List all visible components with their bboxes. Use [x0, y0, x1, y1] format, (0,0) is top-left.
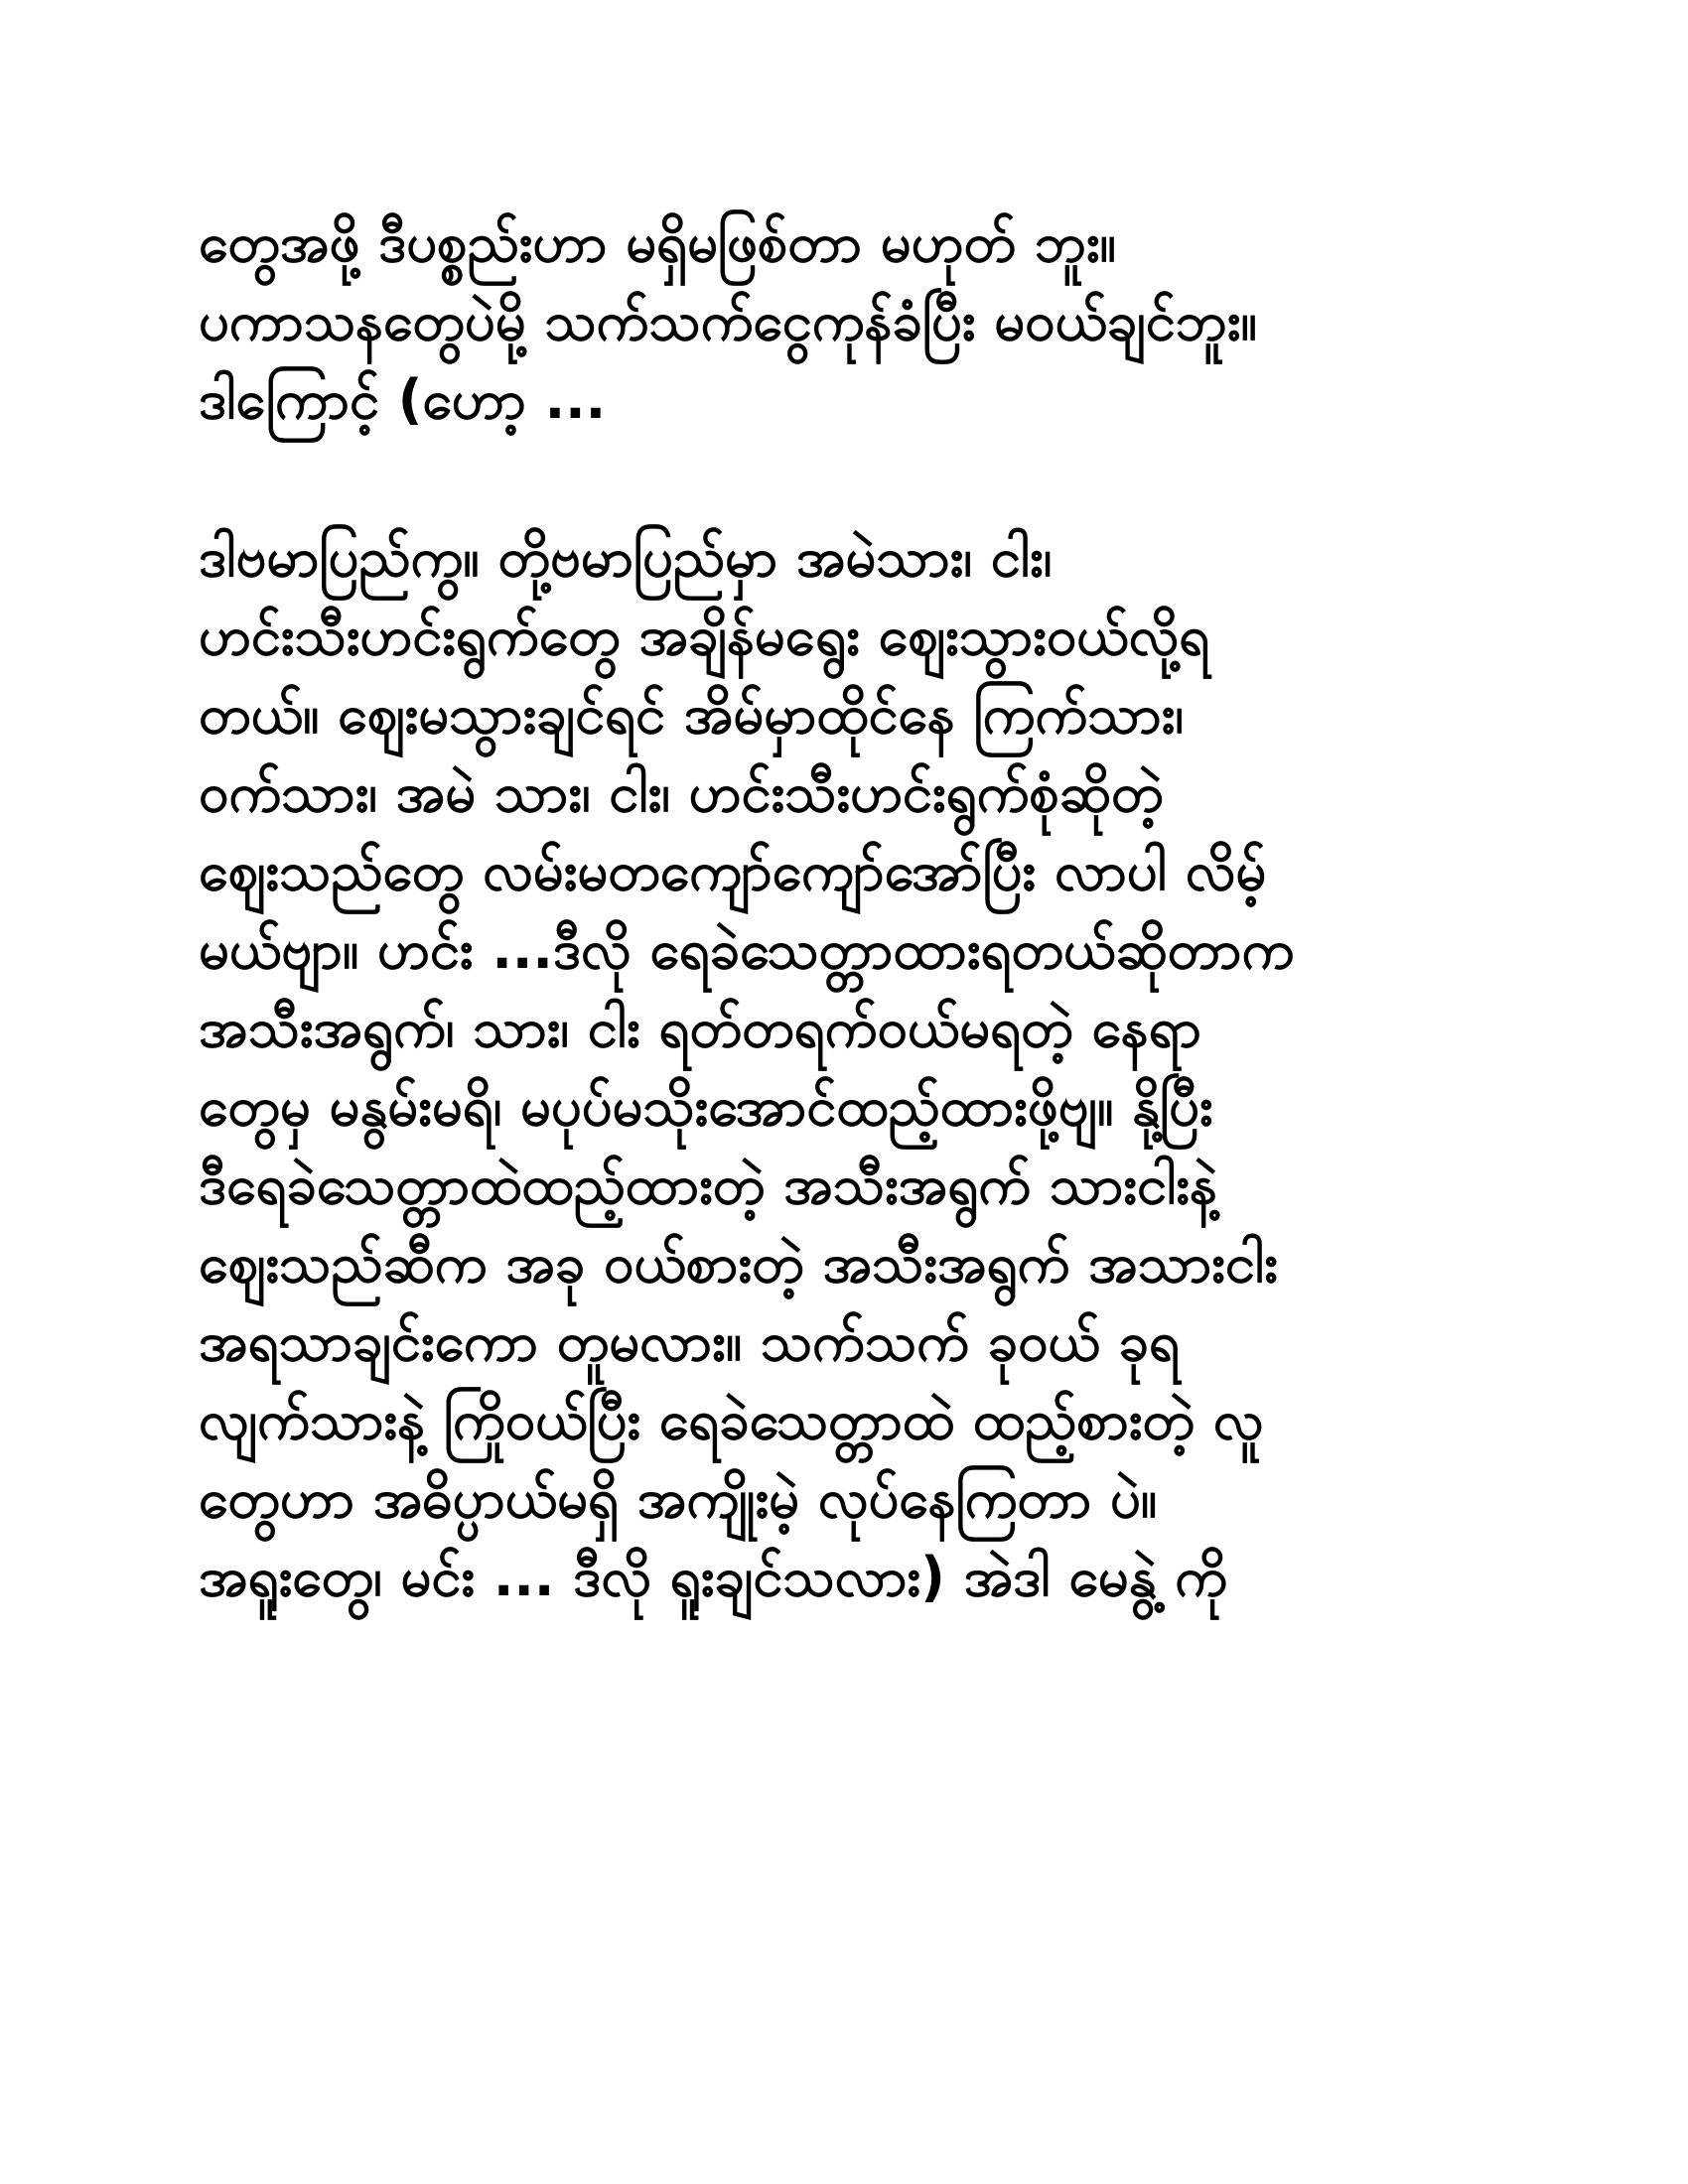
text-line: အသီးအရွက်၊ သား၊ ငါး ရတ်တရက်ဝယ်မရတဲ့ နေရာ	[199, 997, 1201, 1059]
text-line: ဒါကြောင့် (ဟော့ ...	[199, 368, 607, 431]
text-line: အရူးတွေ၊ မင်း ... ဒီလို ရူးချင်သလား) အဲဒါ မေနွဲ့ ကို	[199, 1546, 1228, 1608]
text-line: ဒါဗမာပြည်ကွ။ တို့ဗမာပြည်မှာ အမဲသား၊ ငါး၊	[199, 526, 1053, 589]
paragraph-1	[199, 204, 1509, 439]
text-line: တွေအဖို့ ဒီပစ္စည်းဟာ မရှိမဖြစ်တာ မဟုတ် ဘူး။	[199, 211, 1116, 274]
text-line: အရသာချင်းကော တူမလား။ သက်သက် ခုဝယ် ခုရ	[199, 1310, 1181, 1373]
text-line: လျက်သားနဲ့ ကြိုဝယ်ပြီး ရေခဲသေတ္တာထဲ ထည့်စားတဲ့ လူ	[199, 1389, 1264, 1451]
text-line: မယ်ဗျာ။ ဟင်း ...ဒီလို ရေခဲသေတ္တာထားရတယ်ဆိုတာက	[199, 918, 1295, 981]
text-line: တယ်။ ဈေးမသွားချင်ရင် အိမ်မှာထိုင်နေ ကြက်သား၊	[199, 683, 1184, 746]
text-line: ဟင်းသီးဟင်းရွက်တွေ အချိန်မရွေး ဈေးသွားဝယ်လို့ရ	[199, 605, 1210, 667]
paragraph-2	[199, 518, 1509, 1616]
text-line: တွေမှ မနွမ်းမရိ၊ မပုပ်မသိုးအောင်ထည့်ထားဖို့ဗျ။ နို့ပြီး	[199, 1075, 1213, 1138]
text-line: ပကာသနတွေပဲမို့ သက်သက်ငွေကုန်ခံပြီး မ၀ယ်ချင်ဘူး။	[199, 290, 1257, 352]
text-line: ဈေးသည်ဆီက အခု ဝယ်စားတဲ့ အသီးအရွက် အသားငါး	[199, 1232, 1278, 1295]
text-line: တွေဟာ အဓိပ္ပာယ်မရှိ အကျိုးမဲ့ လုပ်နေကြတာ ပဲ။	[199, 1467, 1158, 1530]
text-line: ဈေးသည်တွေ လမ်းမတကျော်ကျော်အော်ပြီး လာပါ လိမ့်	[199, 840, 1267, 902]
text-line: ဒီရေခဲသေတ္တာထဲထည့်ထားတဲ့ အသီးအရွက် သားငါးနဲ့	[199, 1154, 1217, 1216]
text-line: ဝက်သား၊ အမဲ သား၊ ငါး၊ ဟင်းသီးဟင်းရွက်စုံဆိုတဲ့	[199, 761, 1164, 824]
